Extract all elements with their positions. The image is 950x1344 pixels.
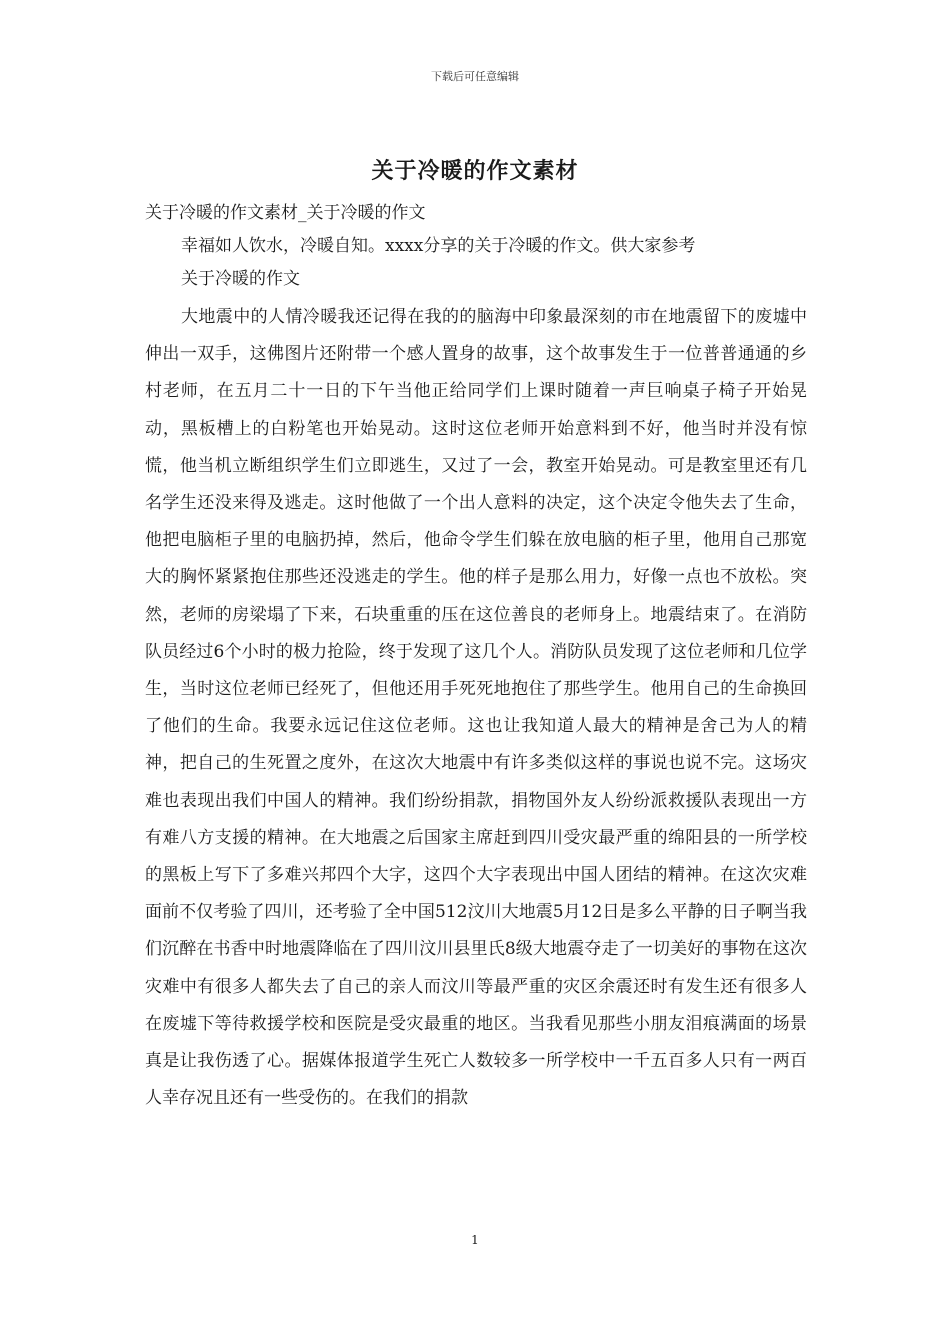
document-title: 关于冷暖的作文素材 [371,158,579,184]
intro-paragraph: 幸福如人饮水，冷暖自知。xxxx分享的关于冷暖的作文。供大家参考 [181,236,696,256]
page-header: 下载后可任意编辑 [431,70,519,83]
subtitle: 关于冷暖的作文素材_关于冷暖的作文 [145,203,426,223]
page-number: 1 [471,1233,479,1247]
body-paragraph: 大地震中的人情冷暖我还记得在我的的脑海中印象最深刻的市在地震留下的废墟中伸出一双手，这佛图片还附带一个感人置身的故事，这个故事发生于一位普普通通的乡村老师，在五月二十一日的下午当他正给同学们上课时随着一声巨响桌子椅子开始晃动，黑板槽上的白粉笔也开始晃动。这时这位老师开始意料到不好，他当时并没有惊慌，他当机立断组织学生们立即逃生，又过了一会，教室开始晃动。可是教室里还有几名学生还没来得及逃走。这时他做了一个出人意料的决定，这个决定令他失去了生命，他把电脑柜子里的电脑扔掉，然后，他命令学生们躲在放电脑的柜子里，他用自己那宽大的胸怀紧紧抱住那些还没逃走的学生。他的样子是那么用力，好像一点也不放松。突然，老师的房梁塌了下来，石块重重的压在这位善良的老师身上。地震结束了。在消防队员经过6个小时的极力抢险，终于发现了这几个人。消防队员发现了这位老师和几位学生，当时这位老师已经死了，但他还用手死死地抱住了那些学生。他用自己的生命换回了他们的生命。我要永远记住这位老师。这也让我知道人最大的精神是舍己为人的精神，把自己的生死置之度外，在这次大地震中有许多类似这样的事说也说不完。这场灾难也表现出我们中国人的精神。我们纷纷捐款，捐物国外友人纷纷派救援队表现出一方有难八方支援的精神。在大地震之后国家主席赶到四川受灾最严重的绵阳县的一所学校的黑板上写下了多难兴邦四个大字，这四个大字表现出中国人团结的精神。在这次灾难面前不仅考验了四川，还考验了全中国512汶川大地震5月12日是多么平静的日子啊当我们沉醉在书香中时地震降临在了四川汶川县里氏8级大地震夺走了一切美好的事物在这次灾难中有很多人都失去了自己的亲人而汶川等最严重的灾区余震还时有发生还有很多人在废墟下等待救援学校和医院是受灾最重的地区。当我看见那些小朋友泪痕满面的场景真是让我伤透了心。据媒体报道学生死亡人数较多一所学校中一千五百多人只有一两百人幸存况且还有一些受伤的。在我们的捐款 [145,307,807,1109]
section-heading: 关于冷暖的作文 [181,269,300,289]
document-body [145,197,807,1117]
